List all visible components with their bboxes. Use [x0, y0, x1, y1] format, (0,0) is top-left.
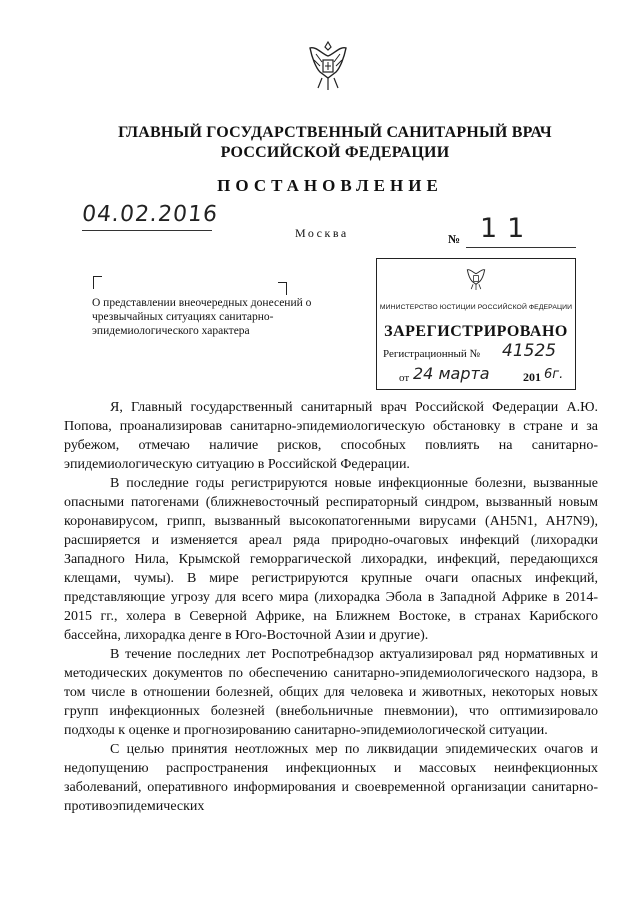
stamp-reg-number: 41525 — [502, 341, 557, 361]
stamp-registered: ЗАРЕГИСТРИРОВАНО — [384, 323, 568, 340]
stamp-year-suffix: 6г. — [544, 367, 564, 382]
stamp-date-prefix: от — [399, 372, 410, 384]
subject-corner-right — [278, 282, 287, 295]
body-paragraph-1: Я, Главный государственный санитарный врач Российской Федерации А.Ю. Попова, проанализировав санитарно-эпидемиологическую обстановку в стране и за рубежом, отмечаю наличие рисков, способных повлиять на санитарно-эпидемиологическую ситуацию в Российской Федерации. — [64, 400, 598, 472]
date-underline — [82, 230, 212, 231]
document-body — [64, 398, 598, 816]
stamp-year: 201 — [523, 370, 541, 384]
handwritten-date: 04.02.2016 — [80, 202, 220, 227]
body-paragraph-2: В последние годы регистрируются новые инфекционные болезни, вызванные опасными патогенами (ближневосточный респираторный синдром, вызванный новым коронавирусом, грипп, вызванный высокопатогенными вирусами (AH5N1, AH7N9), расширяется и изменяется ареал ряда природно-очаговых инфекций (лихорадки Западного Нила, Крымской геморрагической лихорадки, инфекций, передающихся клещами, чумы). В мире регистрируются крупные очаги опасных инфекций, представляющие угрозу для всего мира (лихорадка Эбола в Западной Африке в 2014-2015 гг., холера в Северной Африке, на Ближнем Востоке, в странах Карибского бассейна, лихорадка денге в Юго-Восточной Азии и другие). — [64, 476, 598, 643]
registration-stamp — [376, 258, 576, 390]
stamp-reg-date: 24 марта — [413, 364, 490, 383]
body-paragraph-4: С целью принятия неотложных мер по ликвидации эпидемических очагов и недопущению распространения инфекционных и массовых неинфекционных заболеваний, оперативного информирования и своевременной организации санитарно-противоэпидемических — [64, 742, 598, 814]
document-type-title: ПОСТАНОВЛЕНИЕ — [217, 176, 443, 195]
number-label: № — [448, 232, 461, 246]
stamp-ministry: МИНИСТЕРСТВО ЮСТИЦИИ РОССИЙСКОЙ ФЕДЕРАЦИИ — [379, 304, 573, 311]
stamp-reg-label: Регистрационный № — [383, 348, 481, 360]
authority-line-1: ГЛАВНЫЙ ГОСУДАРСТВЕННЫЙ САНИТАРНЫЙ ВРАЧ — [118, 124, 552, 141]
document-number: 11 — [480, 213, 535, 244]
body-paragraph-3: В течение последних лет Роспотребнадзор актуализировал ряд нормативных и методических документов по обеспечению санитарно-эпидемиологического надзора, в том числе в отношении болезней, общих для человека и животных, некоторых новых групп инфекционных болезней (внебольничные пневмонии), что оптимизировало подходы к оценке и прогнозированию санитарно-эпидемиологической ситуации. — [64, 647, 598, 738]
authority-line-2: РОССИЙСКОЙ ФЕДЕРАЦИИ — [220, 144, 450, 161]
number-underline — [466, 247, 576, 248]
subject-corner-left — [93, 276, 102, 289]
document-subject: О представлении внеочередных донесений о чрезвычайных ситуациях санитарно-эпидемиологического характера — [92, 297, 312, 337]
city-label: Москва — [295, 226, 349, 240]
coat-of-arms-icon — [306, 38, 350, 92]
stamp-emblem-icon — [465, 265, 487, 291]
